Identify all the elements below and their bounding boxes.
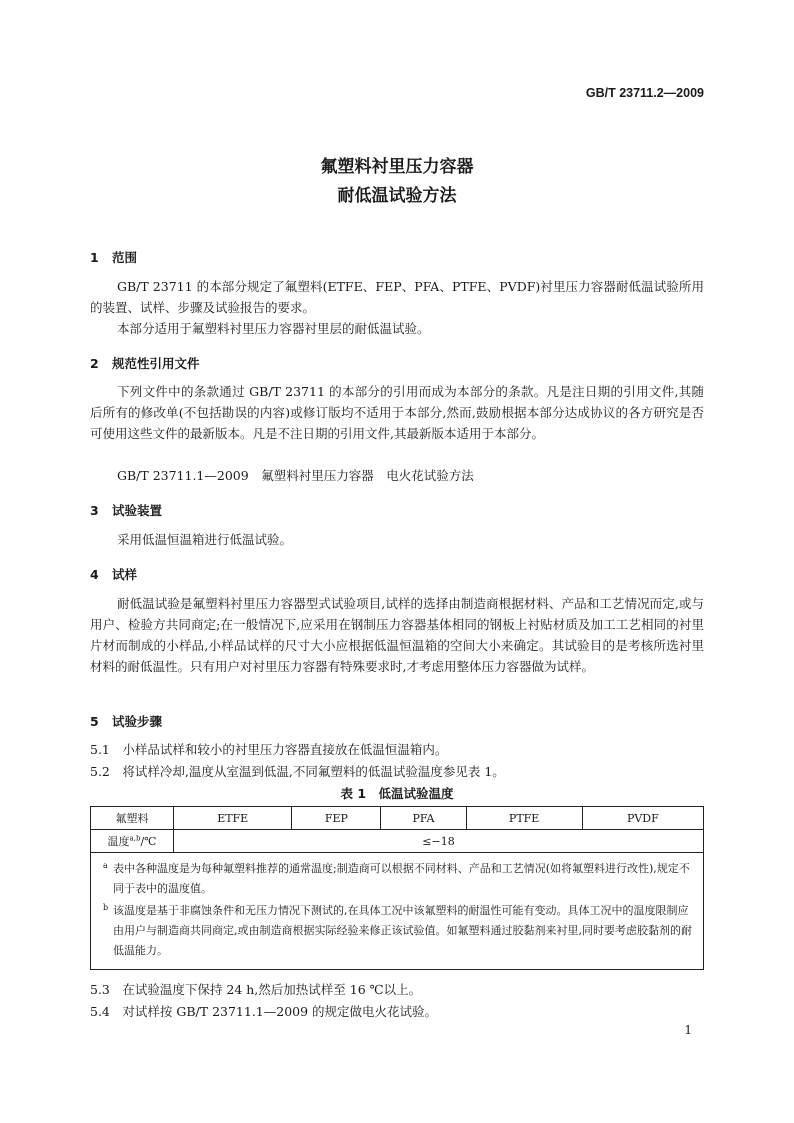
clause-number: 5.2 bbox=[90, 764, 110, 779]
section-number: 1 bbox=[90, 250, 99, 265]
section-5-heading bbox=[90, 712, 162, 730]
section-title: 试验步骤 bbox=[112, 714, 163, 729]
section-4-heading bbox=[90, 565, 137, 583]
clause-number: 5.1 bbox=[90, 742, 110, 757]
section-title: 范围 bbox=[112, 250, 138, 265]
table-notes bbox=[91, 853, 704, 970]
clause-text: 小样品试样和较小的衬里压力容器直接放在低温恒温箱内。 bbox=[122, 742, 448, 757]
clause-text: 将试样冷却,温度从室温到低温,不同氟塑料的低温试验温度参见表 1。 bbox=[122, 764, 505, 779]
page-number: 1 bbox=[684, 1023, 692, 1037]
document-title-line1: 氟塑料衬里压力容器 bbox=[320, 157, 474, 177]
table-column-header: FEP bbox=[292, 807, 381, 830]
section-1-paragraph-1: GB/T 23711 的本部分规定了氟塑料(ETFE、FEP、PFA、PTFE、PVDF)衬里压力容器耐低温试验所用的装置、试样、步骤及试验报告的要求。 bbox=[90, 279, 704, 315]
table-column-header: PFA bbox=[381, 807, 466, 830]
section-title: 规范性引用文件 bbox=[112, 356, 200, 371]
section-number: 5 bbox=[90, 714, 99, 729]
section-2-reference: GB/T 23711.1—2009 氟塑料衬里压力容器 电火花试验方法 bbox=[117, 468, 474, 483]
table-value-cell: ≤−18 bbox=[174, 830, 704, 853]
table-column-header: ETFE bbox=[174, 807, 292, 830]
clause-5-3 bbox=[90, 980, 421, 998]
section-3-paragraph-1: 采用低温恒温箱进行低温试验。 bbox=[117, 532, 293, 547]
table-row-label: 温度$^{a,b}$/℃ bbox=[91, 830, 174, 853]
section-3-heading bbox=[90, 501, 162, 519]
table-note-a: a 表中各种温度是为每种氟塑料推荐的通常温度;制造商可以根据不同材料、产品和工艺情况(如将氟塑料进行改性),规定不同于表中的温度值。 bbox=[103, 861, 690, 895]
section-title: 试样 bbox=[112, 567, 138, 582]
section-2-paragraph-1: 下列文件中的条款通过 GB/T 23711 的本部分的引用而成为本部分的条款。凡是注日期的引用文件,其随后所有的修改单(不包括勘误的内容)或修订版均不适用于本部分,然而,鼓励根据本部分达成协议的各方研究是否可使用这些文件的最新版本。凡是不注日期的引用文件,其最新版本适用于本部分。 bbox=[90, 384, 704, 441]
section-4-paragraph-1: 耐低温试验是氟塑料衬里压力容器型式试验项目,试样的选择由制造商根据材料、产品和工艺情况而定,或与用户、检验方共同商定;在一般情况下,应采用在钢制压力容器基体相同的钢板上衬贴材质及加工工艺相同的衬里片材而制成的小样品,小样品试样的尺寸大小应根据低温恒温箱的空间大小来确定。其试验目的是考核所选衬里材料的耐低温性。只有用户对衬里压力容器有特殊要求时,才考虑用整体压力容器做为试样。 bbox=[90, 596, 704, 674]
table-column-header: PVDF bbox=[582, 807, 703, 830]
section-1-paragraph-2: 本部分适用于氟塑料衬里压力容器衬里层的耐低温试验。 bbox=[117, 321, 430, 336]
clause-5-4 bbox=[90, 1002, 437, 1020]
table-column-header: PTFE bbox=[466, 807, 582, 830]
table-caption: 表 1 低温试验温度 bbox=[340, 786, 454, 801]
clause-text: 对试样按 GB/T 23711.1—2009 的规定做电火花试验。 bbox=[122, 1004, 438, 1019]
clause-5-2 bbox=[90, 762, 505, 780]
clause-number: 5.4 bbox=[90, 1004, 110, 1019]
section-number: 3 bbox=[90, 503, 99, 518]
table-header-label: 氟塑料 bbox=[91, 807, 174, 830]
section-number: 4 bbox=[90, 567, 99, 582]
document-title-line2: 耐低温试验方法 bbox=[337, 186, 457, 206]
table-note-b: b 该温度是基于非腐蚀条件和无压力情况下测试的,在具体工况中该氟塑料的耐温性可能有变动。具体工况中的温度限制应由用户与制造商共同商定,或由制造商根据实际经验来修正该试验值。如氟塑料通过胶黏剂来衬里,同时要考虑胶黏剂的耐低温能力。 bbox=[103, 903, 692, 957]
table-header-row bbox=[91, 807, 704, 830]
section-2-heading bbox=[90, 354, 200, 372]
section-number: 2 bbox=[90, 356, 99, 371]
clause-number: 5.3 bbox=[90, 982, 110, 997]
section-title: 试验装置 bbox=[112, 503, 163, 518]
table-row bbox=[91, 830, 704, 853]
clause-text: 在试验温度下保持 24 h,然后加热试样至 16 ℃以上。 bbox=[122, 982, 422, 997]
low-temperature-table bbox=[90, 806, 704, 970]
clause-5-1 bbox=[90, 740, 447, 758]
table-notes-row bbox=[91, 853, 704, 970]
standard-number: GB/T 23711.2—2009 bbox=[585, 86, 704, 100]
section-1-heading bbox=[90, 248, 137, 266]
